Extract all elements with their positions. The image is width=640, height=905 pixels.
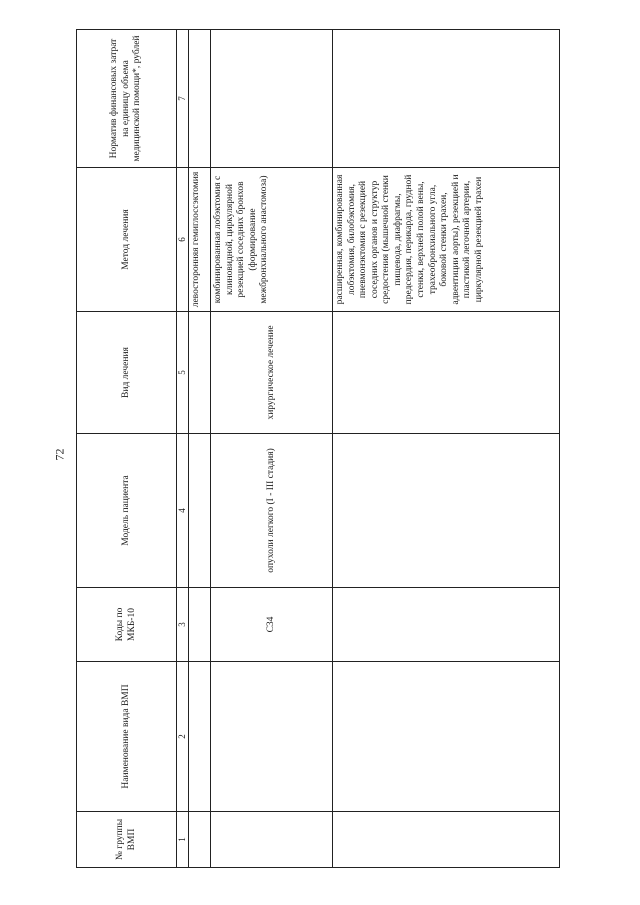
column-number: 2 <box>177 662 189 812</box>
page-number: 72 <box>52 448 67 461</box>
treatment-type-cell <box>332 312 559 434</box>
patient-model-cell <box>188 434 210 588</box>
rotated-table-container <box>76 30 560 868</box>
header-treatment-method: Метод лечения <box>77 168 177 312</box>
mkb-code-cell: C34 <box>210 588 332 662</box>
header-patient-model: Модель пациента <box>77 434 177 588</box>
header-mkb-codes: Коды по МКБ-10 <box>77 588 177 662</box>
vmp-table <box>76 29 560 868</box>
header-treatment-type: Вид лечения <box>77 312 177 434</box>
treatment-type-cell: хирургическое лечение <box>210 312 332 434</box>
vmp-name-cell <box>210 662 332 812</box>
group-number-cell <box>188 812 210 868</box>
group-number-cell <box>332 812 559 868</box>
column-number: 5 <box>177 312 189 434</box>
header-row <box>77 30 177 868</box>
column-number: 4 <box>177 434 189 588</box>
table-row <box>210 30 332 868</box>
treatment-method-cell: расширенная, комбинированная лобэктомия, билобэктомия, пневмонэктомия с резекцией соседних органов и структур средостения (мышечной стенки пищевода, диафрагмы, предсердия, перикарда, грудной стенки, верхней полой вены, трахеобронхиального угла, боковой стенки трахеи, адвентиции аорты), резекцией и пластикой легочной артерии, циркулярной резекцией трахеи <box>332 168 559 312</box>
table-row <box>188 30 210 868</box>
cost-cell <box>210 30 332 168</box>
cost-cell <box>188 30 210 168</box>
header-cost-norm: Норматив финансовых затрат на единицу объема медицинской помощи*, рублей <box>77 30 177 168</box>
cost-cell <box>332 30 559 168</box>
treatment-method-cell: левосторонняя гемиглоссэктомия <box>188 168 210 312</box>
mkb-code-cell <box>332 588 559 662</box>
patient-model-cell <box>332 434 559 588</box>
header-group-number: № группы ВМП <box>77 812 177 868</box>
patient-model-cell: опухоли легкого (I - III стадия) <box>210 434 332 588</box>
column-number-row <box>177 30 189 868</box>
column-number: 3 <box>177 588 189 662</box>
column-number: 6 <box>177 168 189 312</box>
vmp-name-cell <box>188 662 210 812</box>
vmp-name-cell <box>332 662 559 812</box>
mkb-code-cell <box>188 588 210 662</box>
column-number: 7 <box>177 30 189 168</box>
header-vmp-name: Наименование вида ВМП <box>77 662 177 812</box>
treatment-method-cell: комбинированная лобэктомия с клиновидной, циркулярной резекцией соседних бронхов (формирование межбронхиального анастомоза) <box>210 168 332 312</box>
treatment-type-cell <box>188 312 210 434</box>
group-number-cell <box>210 812 332 868</box>
column-number: 1 <box>177 812 189 868</box>
table-row <box>332 30 559 868</box>
